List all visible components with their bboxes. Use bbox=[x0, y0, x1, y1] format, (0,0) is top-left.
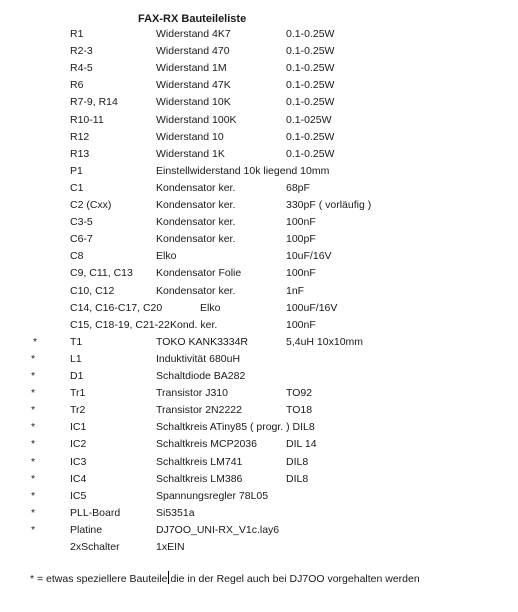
cell-value: 10uF/16V bbox=[286, 250, 332, 263]
cell-description: Widerstand 470 bbox=[156, 45, 230, 58]
cell-description: Kondensator Folie bbox=[156, 267, 242, 280]
table-row bbox=[0, 180, 518, 196]
cell-reference: R6 bbox=[70, 79, 84, 92]
table-row bbox=[0, 419, 518, 435]
table-row bbox=[0, 385, 518, 401]
footnote-text-before: * = etwas speziellere Bauteile bbox=[30, 573, 168, 585]
cell-value: 0.1-0.25W bbox=[286, 130, 335, 143]
table-row bbox=[0, 265, 518, 281]
cell-reference: Platine bbox=[70, 523, 103, 536]
marker-asterisk: * bbox=[31, 455, 36, 468]
table-row bbox=[0, 454, 518, 470]
cell-reference: Tr1 bbox=[70, 387, 86, 400]
cell-value: DIL8 bbox=[286, 472, 309, 485]
table-row bbox=[0, 300, 518, 316]
cell-reference: C14, C16-C17, C20 bbox=[70, 301, 163, 314]
marker-asterisk: * bbox=[31, 506, 36, 519]
marker-asterisk: * bbox=[33, 335, 38, 348]
cell-reference: R12 bbox=[70, 130, 90, 143]
cell-reference: Tr2 bbox=[70, 404, 86, 417]
cell-value: 0.1-0.25W bbox=[286, 62, 335, 75]
cell-value: 330pF ( vorläufig ) bbox=[286, 199, 372, 211]
table-row bbox=[0, 94, 518, 110]
cell-value: 0.1-0.25W bbox=[286, 45, 335, 58]
cell-value: 0.1-0.25W bbox=[286, 79, 335, 92]
cell-description: Schaltkreis LM386 bbox=[156, 472, 243, 485]
table-row bbox=[0, 471, 518, 487]
cell-reference: 2xSchalter bbox=[70, 541, 120, 553]
cell-reference: IC4 bbox=[70, 472, 87, 485]
marker-asterisk: * bbox=[31, 387, 36, 400]
table-row bbox=[0, 283, 518, 299]
cell-description: Si5351a bbox=[156, 506, 195, 519]
cell-description: Kondensator ker. bbox=[156, 181, 236, 194]
table-row bbox=[0, 402, 518, 418]
cell-value: 5,4uH 10x10mm bbox=[286, 335, 364, 348]
cell-description: 1xEIN bbox=[156, 541, 185, 553]
table-row bbox=[0, 505, 518, 521]
cell-reference: C10, C12 bbox=[70, 284, 115, 297]
table-row bbox=[0, 129, 518, 145]
cell-reference: IC2 bbox=[70, 438, 87, 451]
cell-reference: R2-3 bbox=[70, 45, 93, 58]
cell-reference: IC1 bbox=[70, 421, 87, 434]
cell-description: Schaltkreis LM741 bbox=[156, 455, 243, 468]
cell-description: Widerstand 47K bbox=[156, 79, 231, 92]
cell-reference: P1 bbox=[70, 164, 83, 177]
marker-asterisk: * bbox=[31, 438, 36, 451]
cell-value: 100nF bbox=[286, 216, 316, 229]
cell-value: 68pF bbox=[286, 181, 310, 194]
marker-asterisk: * bbox=[31, 404, 36, 417]
cell-reference: C1 bbox=[70, 181, 84, 194]
cell-description: Spannungsregler 78L05 bbox=[156, 489, 269, 502]
cell-reference: R7-9, R14 bbox=[70, 96, 118, 109]
cell-value: TO18 bbox=[286, 404, 313, 417]
marker-asterisk: * bbox=[31, 421, 36, 434]
cell-reference: R13 bbox=[70, 147, 90, 160]
cell-reference: PLL-Board bbox=[70, 506, 121, 519]
table-row bbox=[0, 60, 518, 76]
cell-value: 0.1-0.25W bbox=[286, 147, 335, 160]
cell-description: Widerstand 100K bbox=[156, 113, 237, 126]
cell-description: Elko bbox=[200, 301, 221, 314]
cell-value: 1nF bbox=[286, 284, 305, 297]
cell-description: Widerstand 1K bbox=[156, 147, 225, 160]
table-row bbox=[0, 146, 518, 162]
table-row bbox=[0, 43, 518, 59]
table-row bbox=[0, 368, 518, 384]
table-row bbox=[0, 317, 518, 333]
cell-description: Schaltkreis ATiny85 ( progr. ) DIL8 bbox=[156, 421, 315, 434]
cell-value: 100uF/16V bbox=[286, 301, 338, 314]
table-row bbox=[0, 26, 518, 42]
cell-reference: C3-5 bbox=[70, 216, 93, 229]
cell-description: Widerstand 10K bbox=[156, 96, 231, 109]
table-row bbox=[0, 351, 518, 367]
table-row bbox=[0, 334, 518, 350]
cell-description: Kondensator ker. bbox=[156, 233, 236, 246]
cell-value: 100pF bbox=[286, 233, 316, 246]
cell-reference: IC5 bbox=[70, 489, 87, 502]
marker-asterisk: * bbox=[31, 489, 36, 502]
table-row bbox=[0, 522, 518, 538]
cell-value: DIL8 bbox=[286, 455, 309, 468]
table-row bbox=[0, 248, 518, 264]
table-row bbox=[0, 488, 518, 504]
table-row bbox=[0, 197, 518, 213]
cell-description: TOKO KANK3334R bbox=[156, 335, 249, 348]
cell-description: Einstellwiderstand 10k liegend 10mm bbox=[156, 164, 330, 177]
cell-description: Schaltdiode BA282 bbox=[156, 370, 246, 382]
footnote bbox=[30, 571, 420, 587]
table-row bbox=[0, 231, 518, 247]
cell-description: Kond. ker. bbox=[170, 318, 218, 331]
cell-reference: T1 bbox=[70, 335, 83, 348]
page-title: FAX-RX Bauteileliste bbox=[138, 13, 247, 25]
cell-reference: R1 bbox=[70, 28, 84, 40]
cell-description: Widerstand 4K7 bbox=[156, 28, 231, 40]
cell-reference: IC3 bbox=[70, 455, 87, 468]
cell-value: 100nF bbox=[286, 267, 316, 280]
cell-description: Widerstand 10 bbox=[156, 130, 224, 143]
cell-description: Kondensator ker. bbox=[156, 284, 236, 297]
marker-asterisk: * bbox=[31, 352, 36, 365]
cell-description: DJ7OO_UNI-RX_V1c.lay6 bbox=[156, 523, 280, 536]
cell-description: Transistor J310 bbox=[156, 387, 228, 400]
cell-description: Schaltkreis MCP2036 bbox=[156, 438, 257, 451]
table-row bbox=[0, 214, 518, 230]
footnote-text-after: die in der Regel auch bei DJ7OO vorgehalten werden bbox=[170, 573, 420, 585]
cell-description: Kondensator ker. bbox=[156, 216, 236, 229]
table-row bbox=[0, 77, 518, 93]
cell-description: Kondensator ker. bbox=[156, 199, 236, 211]
cell-reference: L1 bbox=[70, 352, 82, 365]
cell-description: Induktivität 680uH bbox=[156, 352, 241, 365]
table-row bbox=[0, 163, 518, 179]
cell-reference: C8 bbox=[70, 250, 84, 263]
cell-description: Elko bbox=[156, 250, 177, 263]
table-row bbox=[0, 112, 518, 128]
cell-value: 0.1-0.25W bbox=[286, 28, 335, 40]
cell-reference: C2 (Cxx) bbox=[70, 199, 112, 211]
cell-description: Transistor 2N2222 bbox=[156, 404, 242, 417]
cell-reference: R10-11 bbox=[70, 113, 104, 126]
cell-value: 0.1-0.25W bbox=[286, 96, 335, 109]
table-row bbox=[0, 539, 518, 555]
cell-reference: C9, C11, C13 bbox=[70, 267, 133, 280]
marker-asterisk: * bbox=[31, 472, 36, 485]
cell-value: 100nF bbox=[286, 318, 316, 331]
cell-reference: D1 bbox=[70, 370, 84, 382]
marker-asterisk: * bbox=[31, 523, 36, 536]
cell-value: 0.1-025W bbox=[286, 113, 332, 126]
cell-description: Widerstand 1M bbox=[156, 62, 227, 75]
cell-value: DIL 14 bbox=[286, 438, 317, 451]
cell-reference: C15, C18-19, C21-22 bbox=[70, 318, 170, 331]
cell-reference: R4-5 bbox=[70, 62, 93, 75]
cell-reference: C6-7 bbox=[70, 233, 93, 246]
marker-asterisk: * bbox=[31, 370, 36, 382]
cell-value: TO92 bbox=[286, 387, 313, 400]
table-row bbox=[0, 436, 518, 452]
